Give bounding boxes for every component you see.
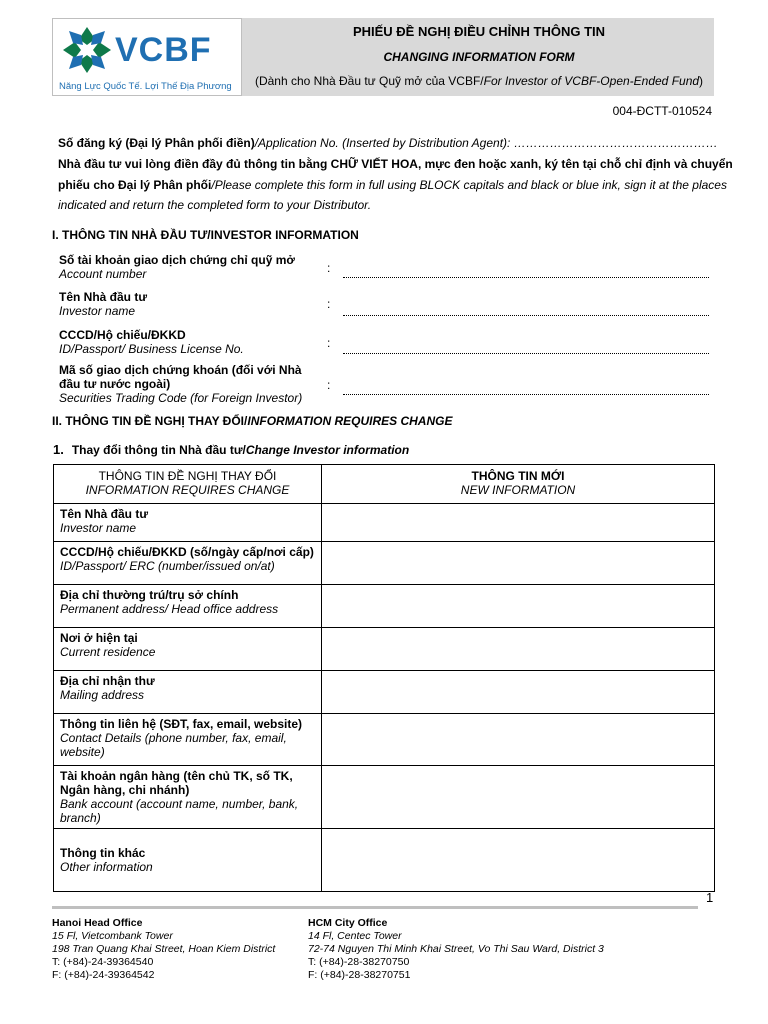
- row-label: [54, 671, 322, 714]
- row-label-en: Investor name: [60, 521, 137, 535]
- field-account-number: [59, 253, 295, 281]
- form-title: PHIẾU ĐỀ NGHỊ ĐIỀU CHỈNH THÔNG TIN: [352, 24, 606, 39]
- table-header-row: [54, 465, 715, 504]
- field-label-en: Securities Trading Code (for Foreign Investor): [59, 391, 303, 405]
- table-row: [54, 585, 715, 628]
- head-left-en: INFORMATION REQUIRES CHANGE: [85, 483, 290, 497]
- office-phone: T: (+84)-24-39364540: [52, 956, 154, 968]
- new-info-cell[interactable]: [322, 585, 715, 628]
- note-en: For Investor of VCBF-Open-Ended Fund: [483, 74, 700, 88]
- row-label-vi: Nơi ở hiện tại: [60, 631, 138, 645]
- field-label-vi: Số tài khoản giao dịch chứng chỉ quỹ mở: [59, 253, 295, 267]
- new-info-cell[interactable]: [322, 766, 715, 829]
- field-id-passport: [59, 328, 244, 356]
- office-title: Hanoi Head Office: [52, 917, 143, 929]
- row-label-vi: Tên Nhà đầu tư: [60, 507, 149, 521]
- office-fax: F: (+84)-28-38270751: [308, 969, 411, 981]
- new-info-cell[interactable]: [322, 714, 715, 766]
- field-label-en: ID/Passport/ Business License No.: [59, 342, 244, 356]
- logo-box: [52, 18, 242, 96]
- form-code: 004-ĐCTT-010524: [612, 104, 712, 118]
- row-label: [54, 542, 322, 585]
- field-label-vi: Mã số giao dịch chứng khoán (đối với Nhà: [59, 363, 302, 377]
- new-info-cell[interactable]: [322, 671, 715, 714]
- row-label: [54, 504, 322, 542]
- page-number: 1: [706, 890, 714, 905]
- office-line-2: 72-74 Nguyen Thi Minh Khai Street, Vo Thi Sau Ward, District 3: [308, 943, 604, 955]
- sec2-en: INFORMATION REQUIRES CHANGE: [247, 414, 453, 428]
- office-phone: T: (+84)-28-38270750: [308, 956, 410, 968]
- office-fax: F: (+84)-24-39364542: [52, 969, 155, 981]
- change-info-table: [53, 464, 715, 892]
- subsection-1-title: [53, 442, 409, 457]
- row-label: [54, 714, 322, 766]
- sub-en: Change Investor information: [245, 443, 410, 457]
- row-label: [54, 766, 322, 829]
- note-end: ): [699, 74, 704, 88]
- colon: :: [327, 297, 331, 311]
- field-securities-code: [59, 363, 302, 405]
- logo-wordmark: VCBF: [115, 31, 212, 69]
- header-right: [322, 465, 715, 504]
- row-label: [54, 829, 322, 892]
- note-vi: (Dành cho Nhà Đầu tư Quỹ mở của VCBF/: [254, 74, 484, 88]
- office-line-2: 198 Tran Quang Khai Street, Hoan Kiem District: [52, 943, 276, 955]
- sec2-vi: II. THÔNG TIN ĐỀ NGHỊ THAY ĐỔI/: [52, 414, 248, 428]
- head-right-en: NEW INFORMATION: [460, 483, 576, 497]
- head-left-vi: THÔNG TIN ĐỀ NGHỊ THAY ĐỔI: [98, 469, 277, 483]
- colon: :: [327, 378, 331, 392]
- table-row: [54, 714, 715, 766]
- instruction-line-2: [58, 178, 727, 192]
- row-label-en: Mailing address: [60, 688, 145, 702]
- field-label-vi-cont: đầu tư nước ngoài): [59, 377, 171, 391]
- form-audience-note: [244, 74, 714, 88]
- table-row: [54, 542, 715, 585]
- sub-num: 1.: [53, 442, 64, 457]
- new-info-cell[interactable]: [322, 504, 715, 542]
- instr-vi: phiếu cho Đại lý Phân phối: [58, 178, 212, 192]
- field-label-vi: CCCD/Hộ chiếu/ĐKKD: [59, 328, 186, 342]
- id-passport-input[interactable]: [343, 353, 709, 354]
- instr-en: /Please complete this form in full using BLOCK capitals and black or blue ink, sign it at the places: [211, 178, 727, 192]
- office-title: HCM City Office: [308, 917, 388, 929]
- investor-name-input[interactable]: [343, 315, 709, 316]
- table-row: [54, 671, 715, 714]
- footer-hcm-office: [308, 917, 604, 982]
- row-label: [54, 585, 322, 628]
- colon: :: [327, 261, 331, 275]
- form-subtitle: CHANGING INFORMATION FORM: [383, 50, 575, 64]
- colon: :: [327, 336, 331, 350]
- footer-hanoi-office: [52, 917, 275, 982]
- app-no-label-en: /Application No. (Inserted by Distribution Agent): ……………………………………………: [254, 136, 718, 150]
- table-row: [54, 766, 715, 829]
- securities-code-input[interactable]: [343, 394, 709, 395]
- application-no-line[interactable]: [58, 136, 718, 150]
- office-line-1: 14 Fl, Centec Tower: [308, 930, 402, 942]
- field-investor-name: [59, 290, 147, 318]
- row-label-en: Current residence: [60, 645, 156, 659]
- instruction-line-3: indicated and return the completed form to your Distributor.: [58, 198, 372, 212]
- section-2-title: [52, 414, 452, 428]
- vcbf-logo-icon: [61, 25, 113, 75]
- table-row: [54, 628, 715, 671]
- section-1-title: I. THÔNG TIN NHÀ ĐẦU TƯ/INVESTOR INFORMATION: [52, 228, 359, 242]
- instruction-line-1: Nhà đầu tư vui lòng điền đầy đủ thông tin bằng CHỮ VIẾT HOA, mực đen hoặc xanh, ký tên tại chỗ chỉ định và chuyển: [58, 157, 733, 171]
- field-label-en: Investor name: [59, 304, 136, 318]
- row-label-en: Permanent address/ Head office address: [60, 602, 279, 616]
- app-no-label-vi: Số đăng ký (Đại lý Phân phối điền): [58, 136, 255, 150]
- row-label: [54, 628, 322, 671]
- office-line-1: 15 Fl, Vietcombank Tower: [52, 930, 173, 942]
- new-info-cell[interactable]: [322, 829, 715, 892]
- row-label-vi: Thông tin khác: [60, 846, 146, 860]
- row-label-vi: Tài khoản ngân hàng (tên chủ TK, số TK, Ngân hàng, chi nhánh): [60, 769, 293, 797]
- row-label-vi: Thông tin liên hệ (SĐT, fax, email, website): [60, 717, 303, 731]
- head-right-vi: THÔNG TIN MỚI: [471, 469, 565, 483]
- row-label-en: Contact Details (phone number, fax, email, website): [60, 731, 287, 759]
- row-label-en: ID/Passport/ ERC (number/issued on/at): [60, 559, 275, 573]
- row-label-vi: Địa chỉ nhận thư: [60, 674, 155, 688]
- new-info-cell[interactable]: [322, 542, 715, 585]
- row-label-vi: CCCD/Hộ chiếu/ĐKKD (số/ngày cấp/nơi cấp): [60, 545, 314, 559]
- logo-tagline: Năng Lực Quốc Tế. Lợi Thế Địa Phương: [59, 81, 232, 92]
- row-label-en: Other information: [60, 860, 153, 874]
- account-number-input[interactable]: [343, 277, 709, 278]
- row-label-en: Bank account (account name, number, bank, branch): [60, 797, 299, 825]
- footer-divider: [52, 906, 698, 909]
- sub-vi: Thay đổi thông tin Nhà đầu tư/: [71, 443, 246, 457]
- table-row: [54, 504, 715, 542]
- field-label-en: Account number: [59, 267, 147, 281]
- row-label-vi: Địa chỉ thường trú/trụ sở chính: [60, 588, 239, 602]
- header-left: [54, 465, 322, 504]
- new-info-cell[interactable]: [322, 628, 715, 671]
- field-label-vi: Tên Nhà đầu tư: [59, 290, 148, 304]
- table-row: [54, 829, 715, 892]
